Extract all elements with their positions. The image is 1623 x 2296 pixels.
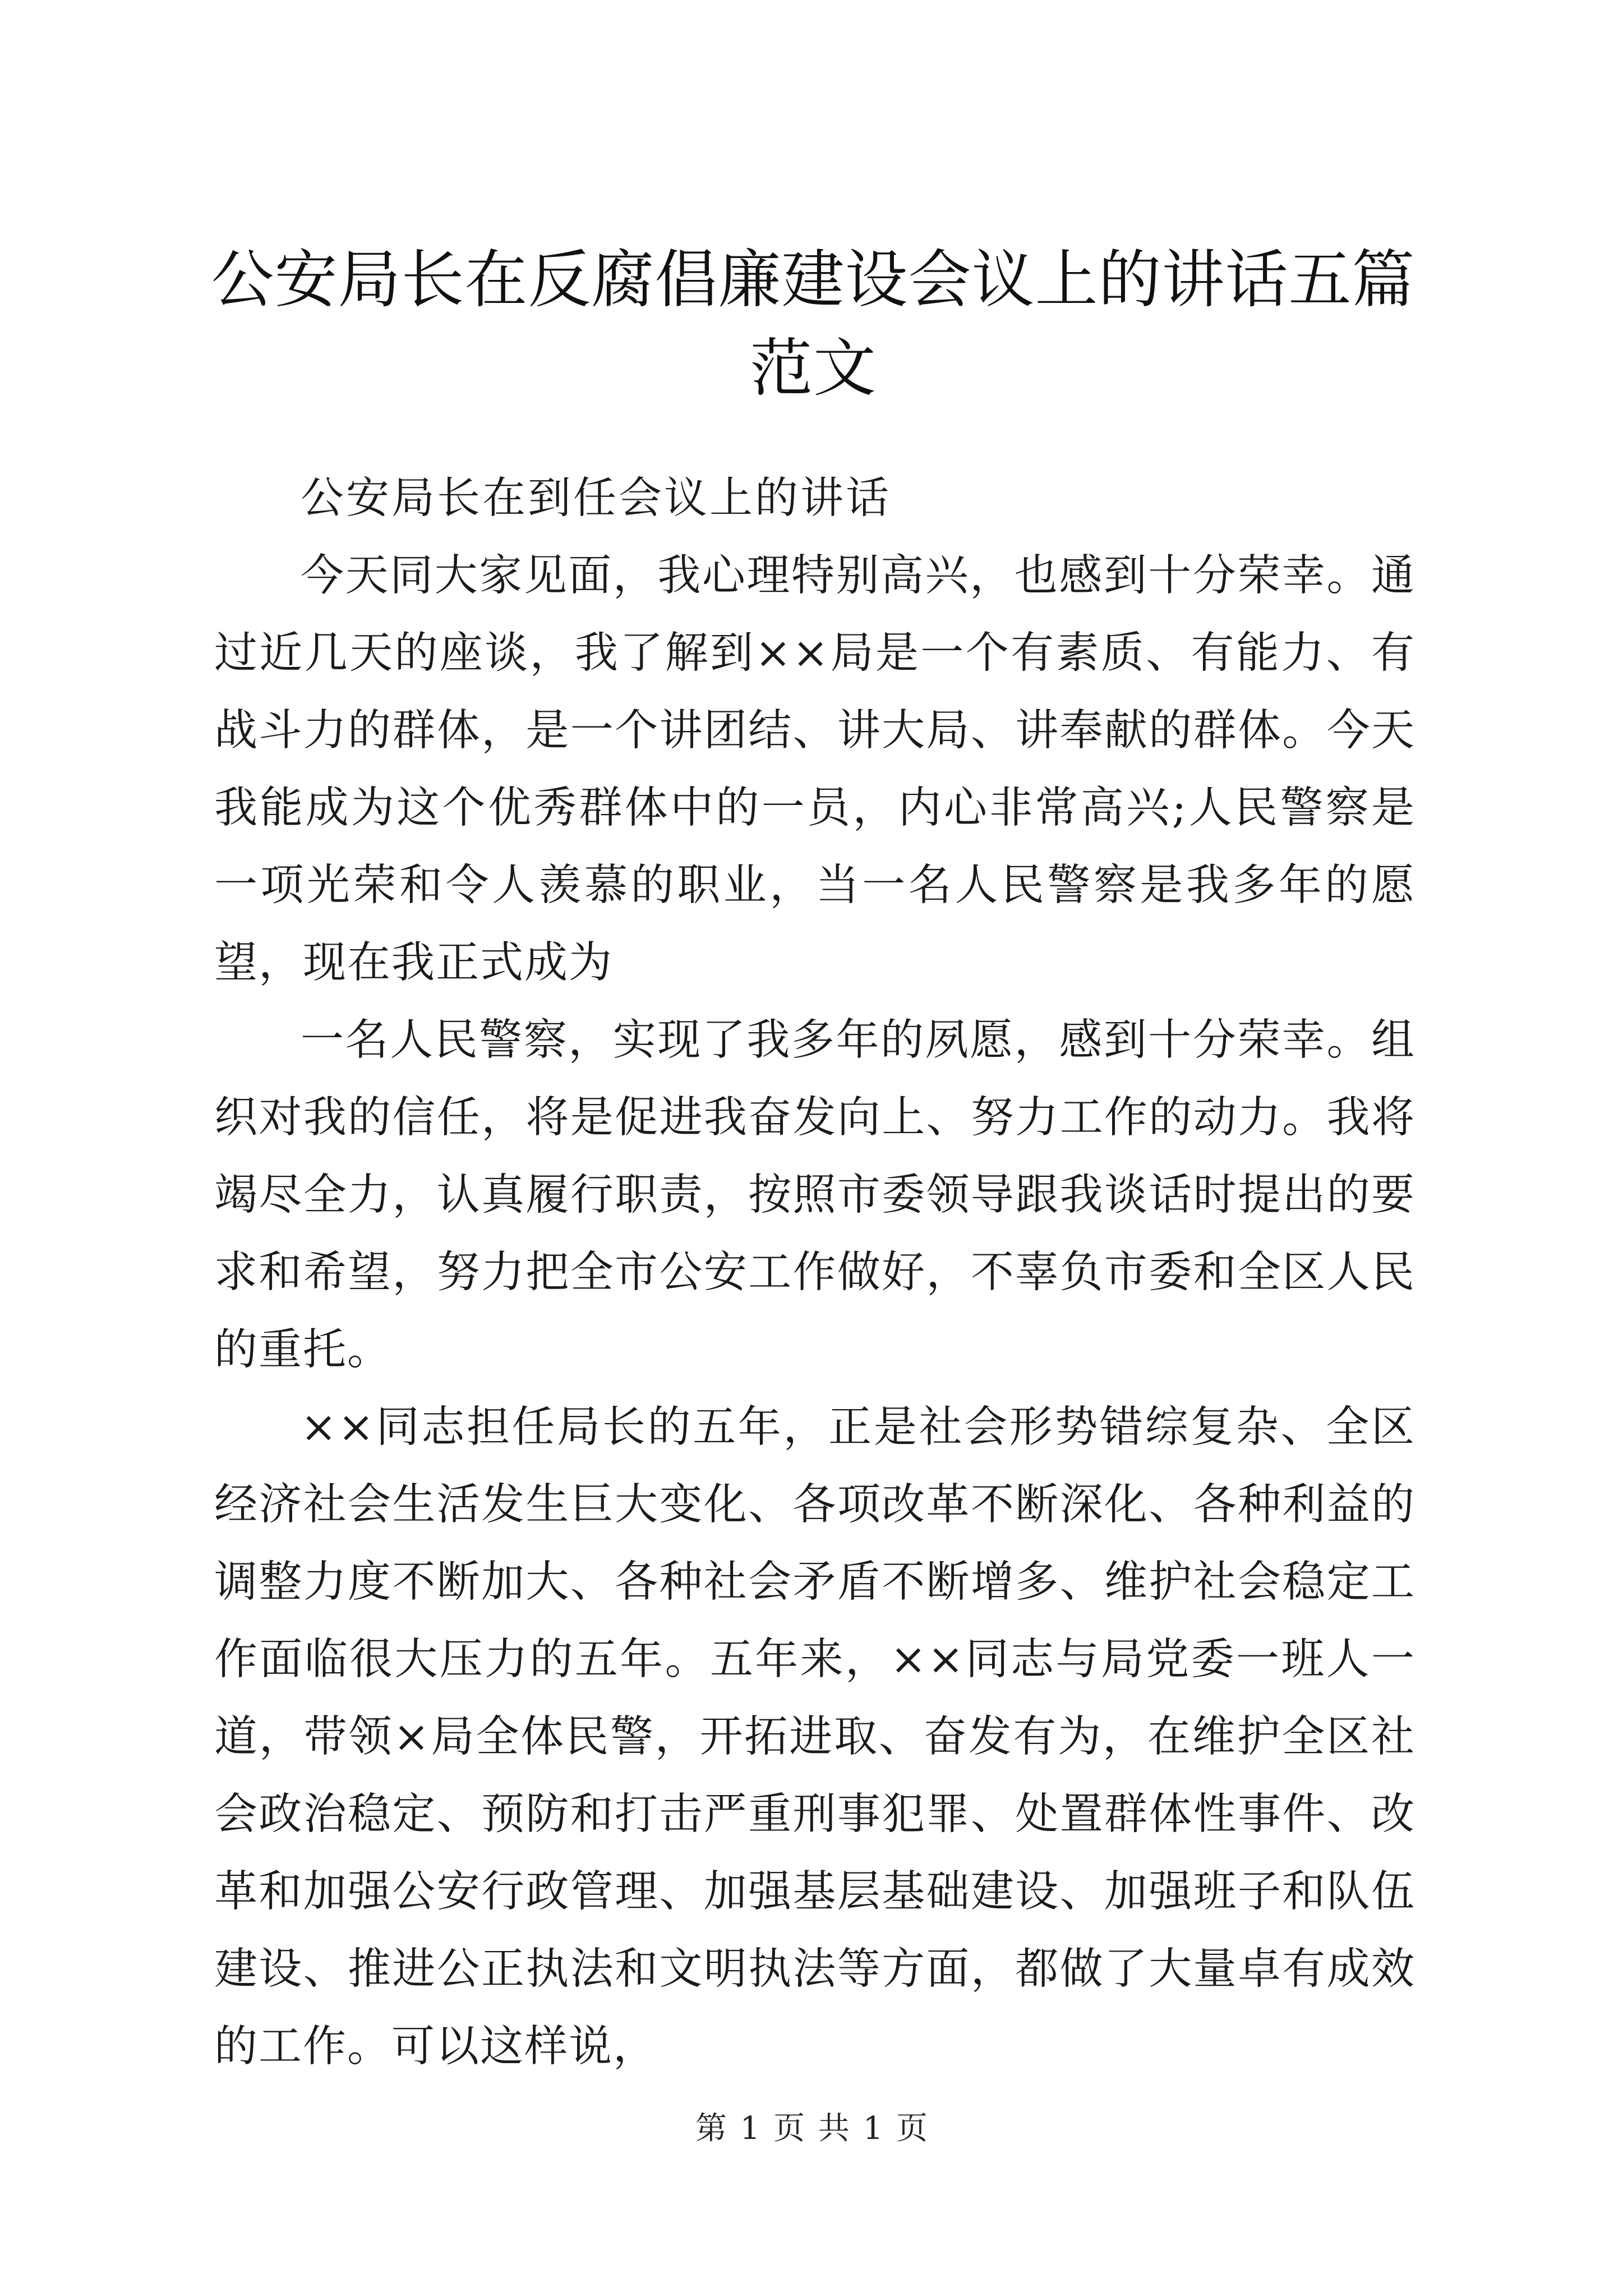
- document-title: 公安局长在反腐倡廉建设会议上的讲话五篇范文: [211, 243, 1415, 405]
- paragraph: ××同志担任局长的五年，正是社会形势错综复杂、全区经济社会生活发生巨大变化、各项改革不断深化、各种利益的调整力度不断加大、各种社会矛盾不断增多、维护社会稳定工作面临很大压力的五年。五年来，××同志与局党委一班人一道，带领×局全体民警，开拓进取、奋发有为，在维护全区社会政治稳定、预防和打击严重刑事犯罪、处置群体性事件、改革和加强公安行政管理、加强基层基础建设、加强班子和队伍建设、推进公正执法和文明执法等方面，都做了大量卓有成效的工作。可以这样说，: [214, 1402, 1415, 2072]
- page-number-footer: 第 1 页 共 1 页: [695, 2110, 928, 2147]
- section-heading: 公安局长在到任会议上的讲话: [301, 473, 891, 523]
- paragraph: 一名人民警察，实现了我多年的夙愿，感到十分荣幸。组织对我的信任，将是促进我奋发向上、努力工作的动力。我将竭尽全力，认真履行职责，按照市委领导跟我谈话时提出的要求和希望，努力把全市公安工作做好，不辜负市委和全区人民的重托。: [214, 1015, 1415, 1375]
- paragraph: 今天同大家见面，我心理特别高兴，也感到十分荣幸。通过近几天的座谈，我了解到××局是一个有素质、有能力、有战斗力的群体，是一个讲团结、讲大局、讲奉献的群体。今天我能成为这个优秀群体中的一员，内心非常高兴;人民警察是一项光荣和令人羡慕的职业，当一名人民警察是我多年的愿望，现在我正式成为: [214, 551, 1415, 988]
- document-body: [214, 460, 1415, 2086]
